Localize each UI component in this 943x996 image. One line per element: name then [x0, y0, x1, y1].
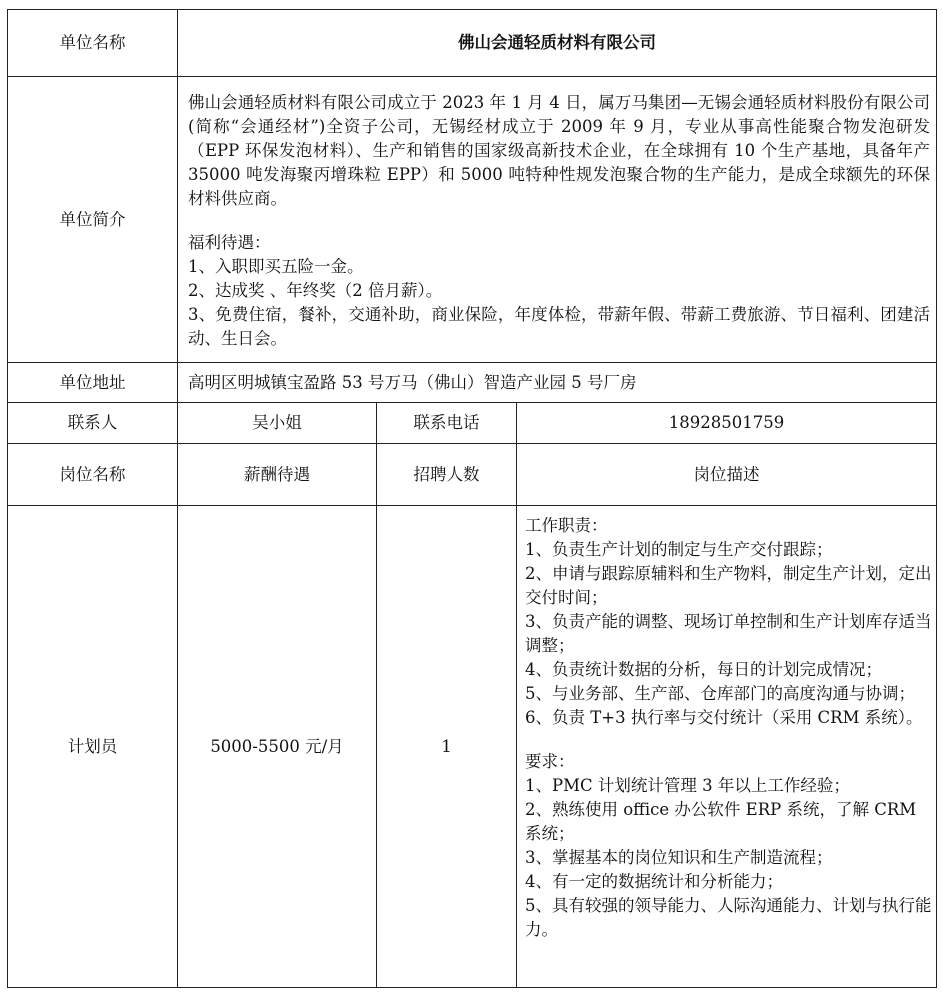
requirement-item: 2、熟练使用 office 办公软件 ERP 系统，了解 CRM 系统；: [525, 800, 917, 843]
duty-item: 3、负责产能的调整、现场订单控制和生产计划库存适当调整；: [525, 612, 932, 655]
header-description: 岗位描述: [517, 444, 937, 506]
duty-item: 6、负责 T+3 执行率与交付统计（采用 CRM 系统）。: [525, 708, 923, 727]
duty-item: 5、与业务部、生产部、仓库部门的高度沟通与协调；: [525, 684, 915, 703]
job-description: [517, 506, 937, 988]
contact-label: 联系人: [8, 403, 178, 444]
benefit-item: 2、达成奖 、年终奖（2 倍月薪）。: [188, 280, 443, 300]
duties-title: 工作职责：: [525, 516, 608, 535]
requirement-item: 5、具有较强的领导能力、人际沟通能力、计划与执行能力。: [525, 896, 932, 939]
job-position: 计划员: [8, 506, 178, 988]
contact-row: [8, 403, 937, 444]
company-intro-text: 佛山会通轻质材料有限公司成立于 2023 年 1 月 4 日，属万马集团—无锡会通轻质材料股份有限公司(简称“会通经材”)全资子公司，无锡经材成立于 2009 年 9 月，专业从事高性能聚合物发泡研发（EPP 环保发泡材料）、生产和销售的国家级高新技术企业，在全球拥有 10 个生产基地，具备年产 35000 吨发海聚丙增珠粒 EPP）和 5000 吨特种性规发泡聚合物的生产能力，是成全球额先的环保材料供应商。: [188, 92, 931, 208]
job-row: [8, 506, 937, 988]
header-salary: 薪酬待遇: [178, 444, 377, 506]
job-salary: 5000-5500 元/月: [178, 506, 377, 988]
header-count: 招聘人数: [377, 444, 517, 506]
benefit-item: 1、入职即买五险一金。: [188, 256, 364, 276]
company-name: 佛山会通轻质材料有限公司: [178, 10, 937, 77]
company-intro-label: 单位简介: [8, 77, 178, 363]
company-intro-row: [8, 77, 937, 363]
phone-value: 18928501759: [517, 403, 937, 444]
company-intro-cell: [178, 77, 937, 363]
duty-item: 2、申请与跟踪原辅料和生产物料，制定生产计划，定出交付时间；: [525, 564, 932, 607]
header-position: 岗位名称: [8, 444, 178, 506]
header-row: [8, 444, 937, 506]
company-name-row: [8, 10, 937, 77]
address-value: 高明区明城镇宝盈路 53 号万马（佛山）智造产业园 5 号厂房: [178, 363, 937, 403]
phone-label: 联系电话: [377, 403, 517, 444]
job-posting-table: [7, 9, 937, 988]
address-label: 单位地址: [8, 363, 178, 403]
requirement-item: 1、PMC 计划统计管理 3 年以上工作经验；: [525, 776, 850, 795]
address-row: [8, 363, 937, 403]
contact-value: 吴小姐: [178, 403, 377, 444]
duty-item: 4、负责统计数据的分析，每日的计划完成情况；: [525, 660, 882, 679]
duty-item: 1、负责生产计划的制定与生产交付跟踪；: [525, 540, 833, 559]
requirements-title: 要求：: [525, 752, 575, 771]
company-name-label: 单位名称: [8, 10, 178, 77]
benefit-item: 3、免费住宿，餐补，交通补助，商业保险，年度体检，带薪年假、带薪工费旅游、节日福利、团建活动、生日会。: [188, 304, 931, 348]
benefits-title: 福利待遇：: [188, 232, 271, 252]
requirement-item: 4、有一定的数据统计和分析能力；: [525, 872, 783, 891]
job-count: 1: [377, 506, 517, 988]
requirement-item: 3、掌握基本的岗位知识和生产制造流程；: [525, 848, 833, 867]
